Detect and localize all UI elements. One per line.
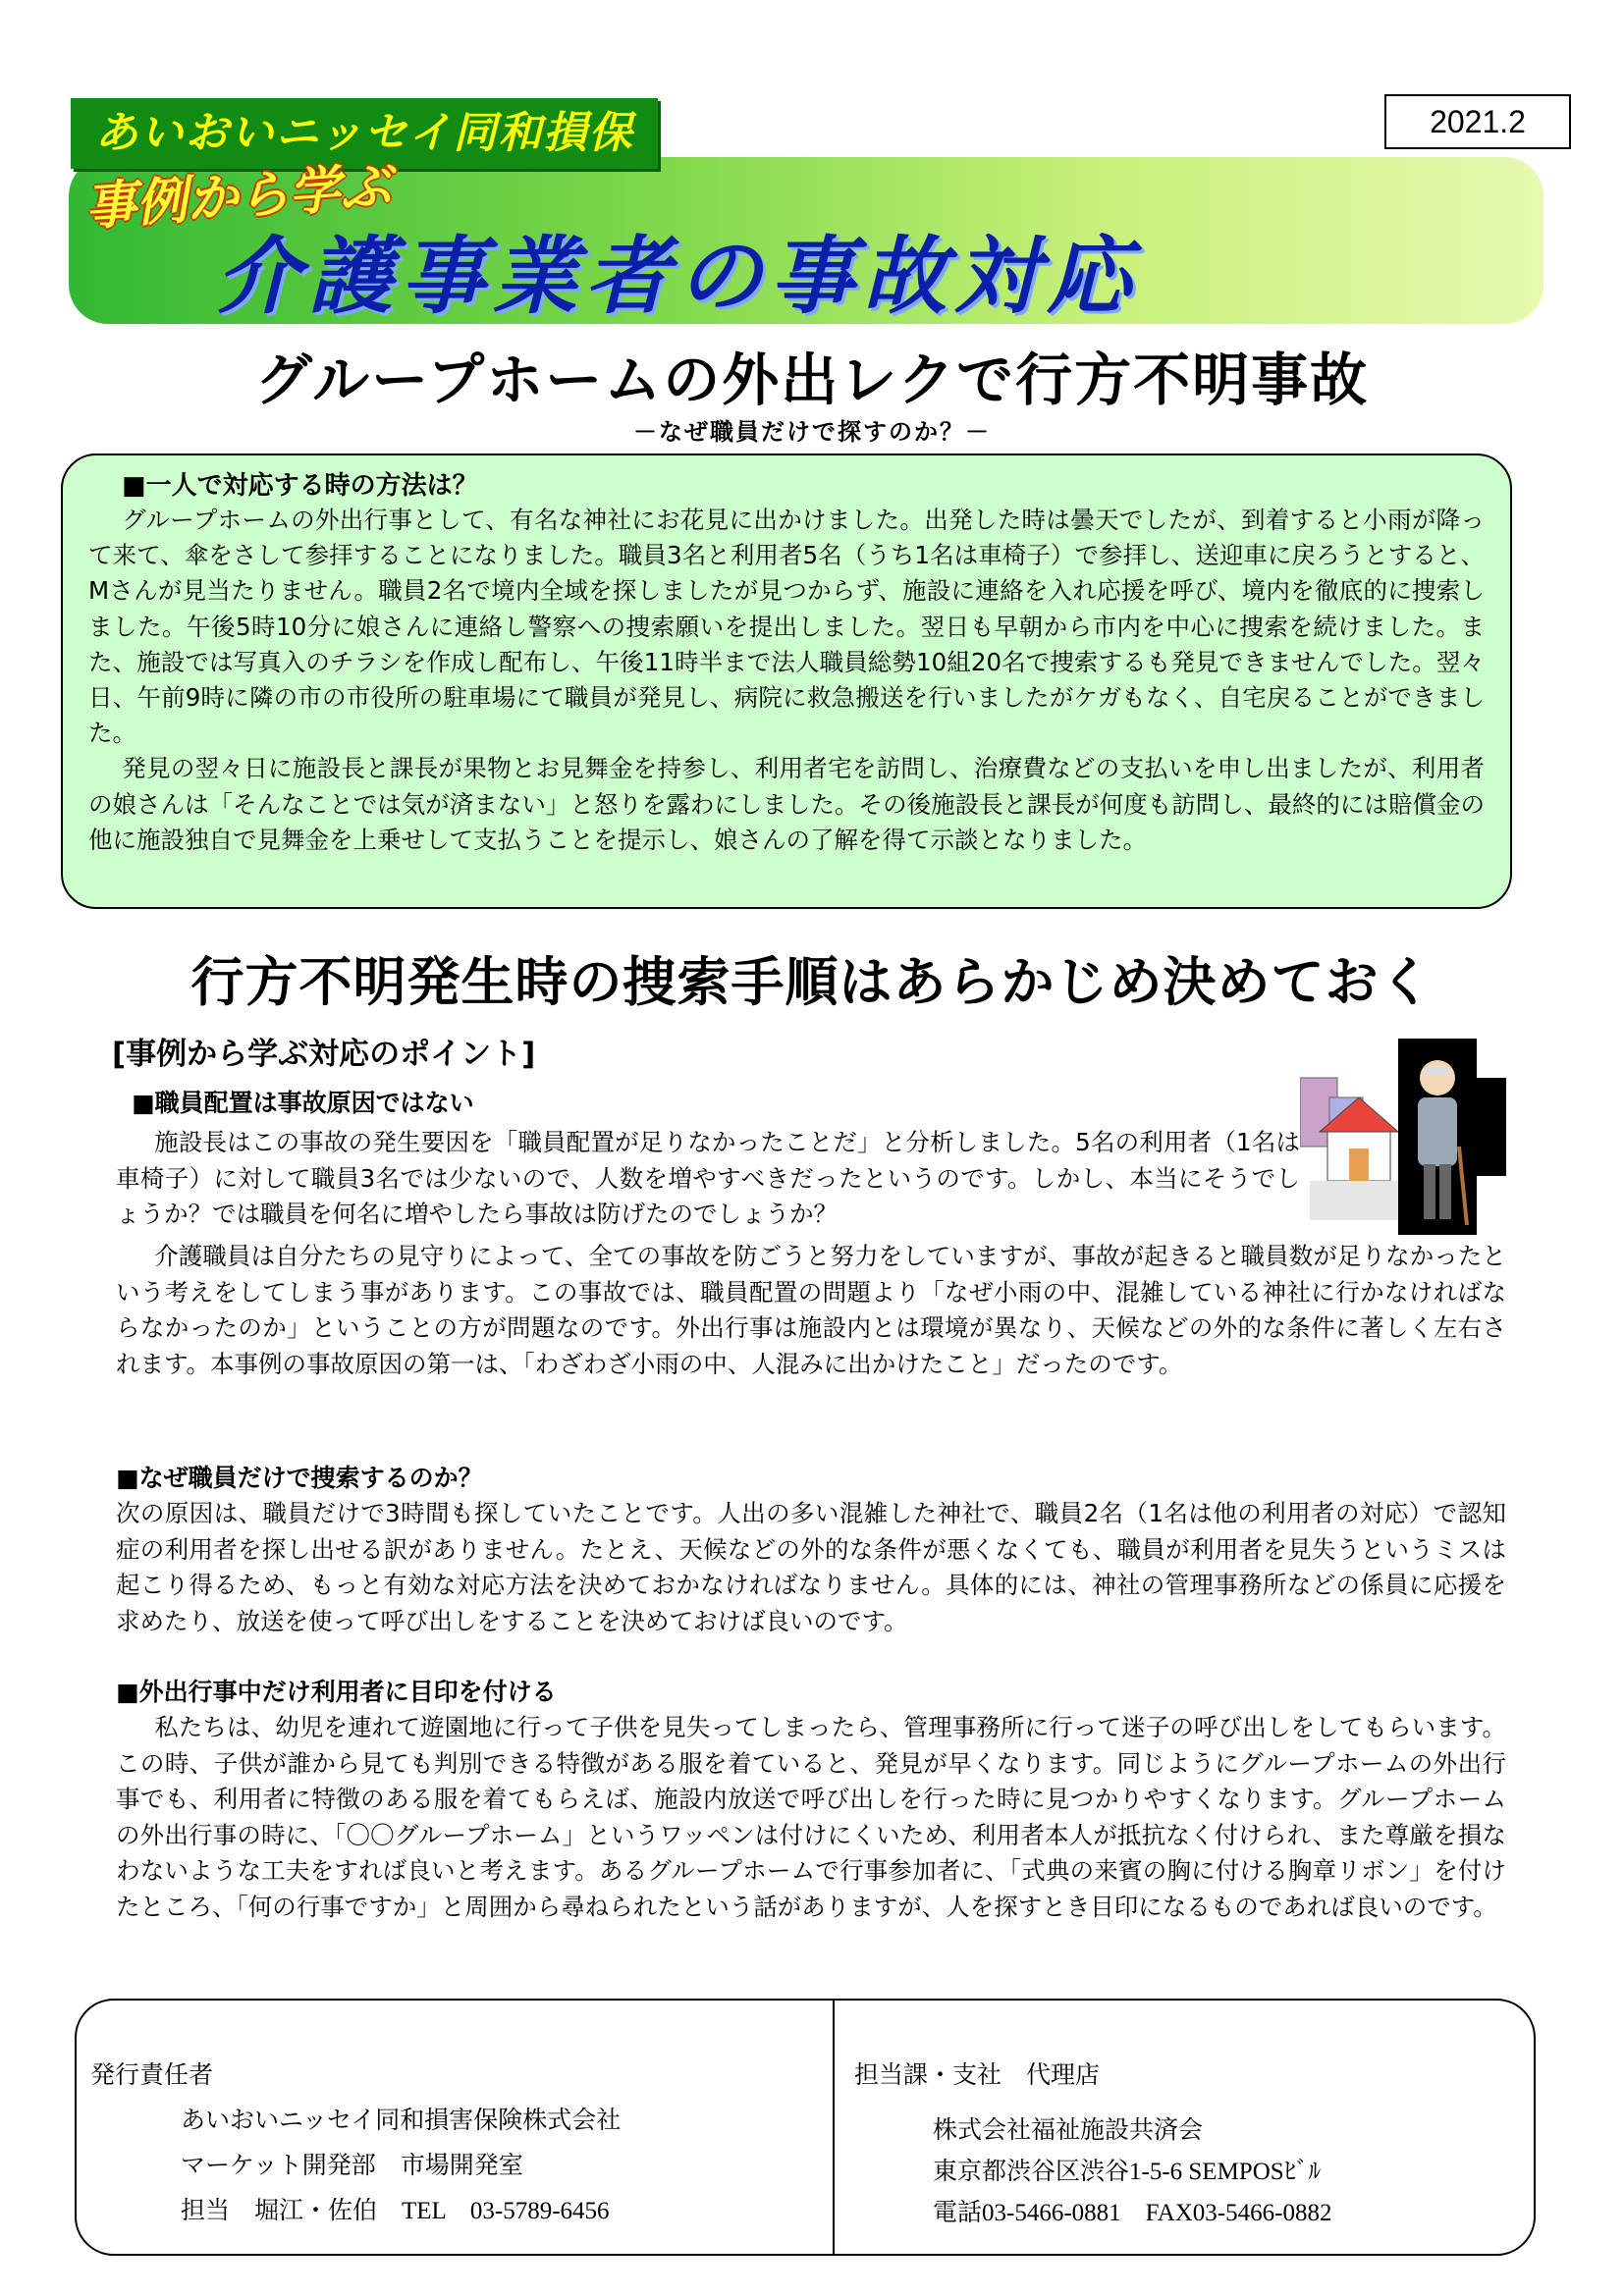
- case-paragraph-2: 発見の翌々日に施設長と課長が果物とお見舞金を持参し、利用者宅を訪問し、治療費などの支払いを申し出ましたが、利用者の娘さんは「そんなことでは気が済まない」と怒りを露わにしました。その後施設長と課長が何度も訪問し、最終的には賠償金の他に施設独自で見舞金を上乗せして支払うことを提示し、娘さんの了解を得て示談となりました。: [88, 754, 1485, 854]
- elderly-person-illustration: [1300, 1039, 1506, 1235]
- section1-heading: ■職員配置は事故原因ではない: [132, 1089, 474, 1117]
- agency-company: 株式会社福祉施設共済会: [933, 2117, 1204, 2144]
- points-label: [事例から学ぶ対応のポイント]: [112, 1037, 536, 1072]
- case-paragraph-1: グループホームの外出行事として、有名な神社にお花見に出かけました。出発した時は曇天でしたが、到着すると小雨が降って来て、傘をさして参拝することになりました。職員3名と利用者5名（うち1名は車椅子）で参拝し、送迎車に戻ろうとすると、Mさんが見当たりません。職員2名で境内全域を探しましたが見つからず、施設に連絡を入れ応援を呼び、境内を徹底的に捜索しました。午後5時10分に娘さんに連絡し警察への捜索願いを提出しました。翌日も早朝から市内を中心に捜索を続けました。また、施設では写真入のチラシを作成し配布し、午後11時半まで法人職員総勢10組20名で捜索するも発見できませんでした。翌々日、午前9時に隣の市の市役所の駐車場にて職員が発見し、病院に救急搬送を行いましたがケガもなく、自宅戻ることができました。: [88, 506, 1486, 748]
- section2-heading: ■なぜ職員だけで捜索するのか？: [116, 1464, 483, 1492]
- section3-paragraph: 私たちは、幼児を連れて遊園地に行って子供を見失ってしまったら、管理事務所に行って迷子の呼び出しをしてもらいます。この時、子供が誰から見ても判別できる特徴がある服を着ていると、発見が早くなります。同じようにグループホームの外出行事でも、利用者に特徴のある服を着てもらえば、施設内放送で呼び出しを行った時に見つかりやすくなります。グループホームの外出行事の時に、「〇〇グループホーム」というワッペンは付けにくいため、利用者本人が抵抗なく付けられ、また尊厳を損なわないような工夫をすれば良いと考えます。あるグループホームで行事参加者に、「式典の来賓の胸に付ける胸章リボン」を付けたところ、「何の行事ですか」と周囲から尋ねられたという話がありますが、人を探すとき目印になるものであれば良いのです。: [116, 1713, 1506, 1921]
- issue-date: 2021.2: [1384, 94, 1571, 149]
- section2-paragraph: 次の原因は、職員だけで3時間も探していたことです。人出の多い混雑した神社で、職員2名（1名は他の利用者の対応）で認知症の利用者を探し出せる訳がありません。たとえ、天候などの外的な条件が悪くなくても、職員が利用者を見失うというミスは起こり得るため、もっと有効な対応方法を決めておかなければなりません。具体的には、神社の管理事務所などの係員に応援を求めたり、放送を使って呼び出しをすることを決めておけば良いのです。: [116, 1499, 1506, 1635]
- series-label: 事例から学ぶ: [82, 157, 394, 238]
- publisher-label: 発行責任者: [90, 2062, 214, 2089]
- agency-address: 東京都渋谷区渋谷1-5-6 SEMPOSﾋﾞﾙ: [933, 2159, 1322, 2185]
- section1-paragraph-1: 施設長はこの事故の発生要因を「職員配置が足りなかったことだ」と分析しました。5名の利用者（1名は車椅子）に対して職員3名では少ないので、人数を増やすべきだったというのです。しかし、本当にそうでしょうか？では職員を何名に増やしたら事故は防げたのでしょうか？: [116, 1128, 1300, 1229]
- section1-paragraph-2: 介護職員は自分たちの見守りによって、全ての事故を防ごうと努力をしていますが、事故が起きると職員数が足りなかったという考えをしてしまう事があります。この事故では、職員配置の問題より「なぜ小雨の中、混雑している神社に行かなければならなかったのか」ということの方が問題なのです。外出行事は施設内とは環境が異なり、天候などの外的な条件に著しく左右されます。本事例の事故原因の第一は、「わざわざ小雨の中、人混みに出かけたこと」だったのです。: [116, 1242, 1506, 1378]
- case-subtitle: －なぜ職員だけで探すのか？－: [633, 418, 991, 446]
- points-title: 行方不明発生時の捜索手順はあらかじめ決めておく: [190, 951, 1434, 1013]
- publisher-department: マーケット開発部 市場開発室: [181, 2153, 523, 2179]
- case-description-box: [61, 454, 1512, 909]
- case-title: グループホームの外出レクで行方不明事故: [254, 347, 1370, 413]
- agency-phone: 電話03-5466-0881 FAX03-5466-0882: [933, 2200, 1332, 2226]
- publisher-contact: 担当 堀江・佐伯 TEL 03-5789-6456: [181, 2198, 610, 2224]
- section3-heading: ■外出行事中だけ利用者に目印を付ける: [116, 1678, 557, 1706]
- agency-label: 担当課・支社 代理店: [854, 2062, 1101, 2089]
- footer-divider: [833, 2001, 835, 2254]
- publisher-company: あいおいニッセイ同和損害保険株式会社: [181, 2108, 622, 2134]
- company-banner: あいおいニッセイ同和損保: [71, 98, 658, 169]
- case-heading: ■一人で対応する時の方法は？: [122, 471, 478, 501]
- main-title: 介護事業者の事故対応: [216, 228, 1139, 326]
- elderly-person-icon: [1300, 1039, 1506, 1235]
